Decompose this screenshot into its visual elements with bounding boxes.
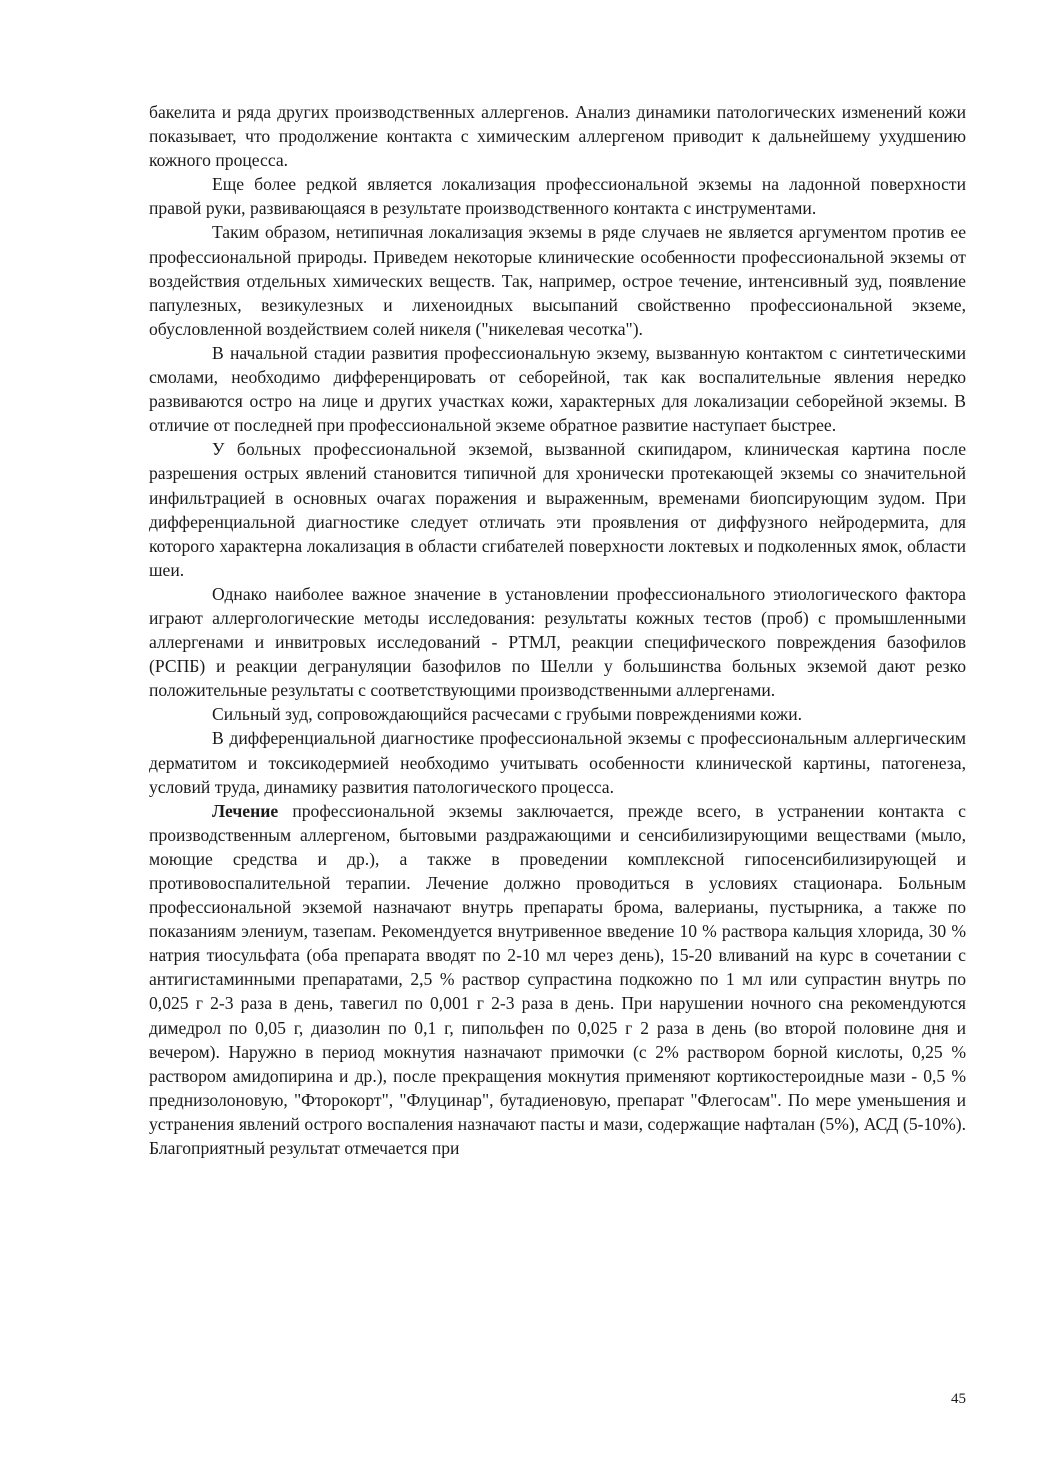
body-text xyxy=(149,100,966,1160)
paragraph-treatment xyxy=(149,799,966,1160)
paragraph-3: Таким образом, нетипичная локализация экземы в ряде случаев не является аргументом против ее профессиональной природы. Приведем некоторые клинические особенности профессиональной экземы от воздействия отдельных химических веществ. Так, например, острое течение, интенсивный зуд, появление папулезных, везикулезных и лихеноидных высыпаний свойственно профессиональной экземе, обусловленной воздействием солей никеля ("никелевая чесотка"). xyxy=(149,222,966,339)
paragraph-4: В начальной стадии развития профессиональную экзему, вызванную контактом с синтетическими смолами, необходимо дифференцировать от себорейной, так как воспалительные явления нередко развиваются остро на лице и других участках кожи, характерных для локализации себорейной экземы. В отличие от последней при профессиональной экземе обратное развитие наступает быстрее. xyxy=(149,342,966,436)
paragraph-1: бакелита и ряда других производственных аллергенов. Анализ динамики патологических изменений кожи показывает, что продолжение контакта с химическим аллергеном приводит к дальнейшему ухудшению кожного процесса. xyxy=(149,102,966,171)
treatment-heading: Лечение xyxy=(212,800,279,821)
paragraph-6: Однако наиболее важное значение в установлении профессионального этиологического фактора играют аллергологические методы исследования: результаты кожных тестов (проб) с промышленными аллергенами и инвитровых исследований - РТМЛ, реакции специфического повреждения базофилов (РСПБ) и реакции дегрануляции базофилов по Шелли у большинства больных экземой дают резко положительные результаты с соответствующими производственными аллергенами. xyxy=(149,583,966,701)
paragraph-8: В дифференциальной диагностике профессиональной экземы с профессиональным аллергическим дерматитом и токсикодермией необходимо учитывать особенности клинической картины, патогенеза, условий труда, динамику развития патологического процесса. xyxy=(149,728,966,797)
page-number: 45 xyxy=(951,1391,966,1407)
paragraph-7: Сильный зуд, сопровождающийся расчесами с грубыми повреждениями кожи. xyxy=(212,704,803,725)
paragraph-5: У больных профессиональной экземой, вызванной скипидаром, клиническая картина после разрешения острых явлений становится типичной для хронически протекающей экземы со значительной инфильтрацией в основных очагах поражения и выраженным, временами биопсирующим зудом. При дифференциальной диагностике следует отличать эти проявления от диффузного нейродермита, для которого характерна локализация в области сгибателей поверхности локтевых и подколенных ямок, области шеи. xyxy=(149,439,966,580)
paragraph-2: Еще более редкой является локализация профессиональной экземы на ладонной поверхности правой руки, развивающаяся в результате производственного контакта с инструментами. xyxy=(149,174,966,219)
treatment-text: профессиональной экземы заключается, прежде всего, в устранении контакта с производственным аллергеном, бытовыми раздражающими и сенсибилизирующими веществами (мыло, моющие средства и др.), а также в проведении комплексной гипосенсибилизирующей и противовоспалительной терапии. Лечение должно проводиться в условиях стационара. Больным профессиональной экземой назначают внутрь препараты брома, валерианы, пустырника, а также по показаниям элениум, тазепам. Рекомендуется внутривенное введение 10 % раствора кальция хлорида, 30 % натрия тиосульфата (оба препарата вводят по 2-10 мл через день), 15-20 вливаний на курс в сочетании с антигистаминными препаратами, 2,5 % раствор супрастина подкожно по 1 мл или супрастин внутрь по 0,025 г 2-3 раза в день, тавегил по 0,001 г 2-3 раза в день. При нарушении ночного сна рекомендуются димедрол по 0,05 г, диазолин по 0,1 г, пипольфен по 0,025 г 2 раза в день (во второй половине дня и вечером). Наружно в период мокнутия назначают примочки (с 2% раствором борной кислоты, 0,25 % раствором амидопирина и др.), после прекращения мокнутия применяют кортикостероидные мази - 0,5 % преднизолоновую, "Фторокорт", "Флуцинар", бутадиеновую, препарат "Флегосам". По мере уменьшения и устранения явлений острого воспаления назначают пасты и мази, содержащие нафталан (5%), АСД (5-10%). Благоприятный результат отмечается при xyxy=(149,800,966,1159)
